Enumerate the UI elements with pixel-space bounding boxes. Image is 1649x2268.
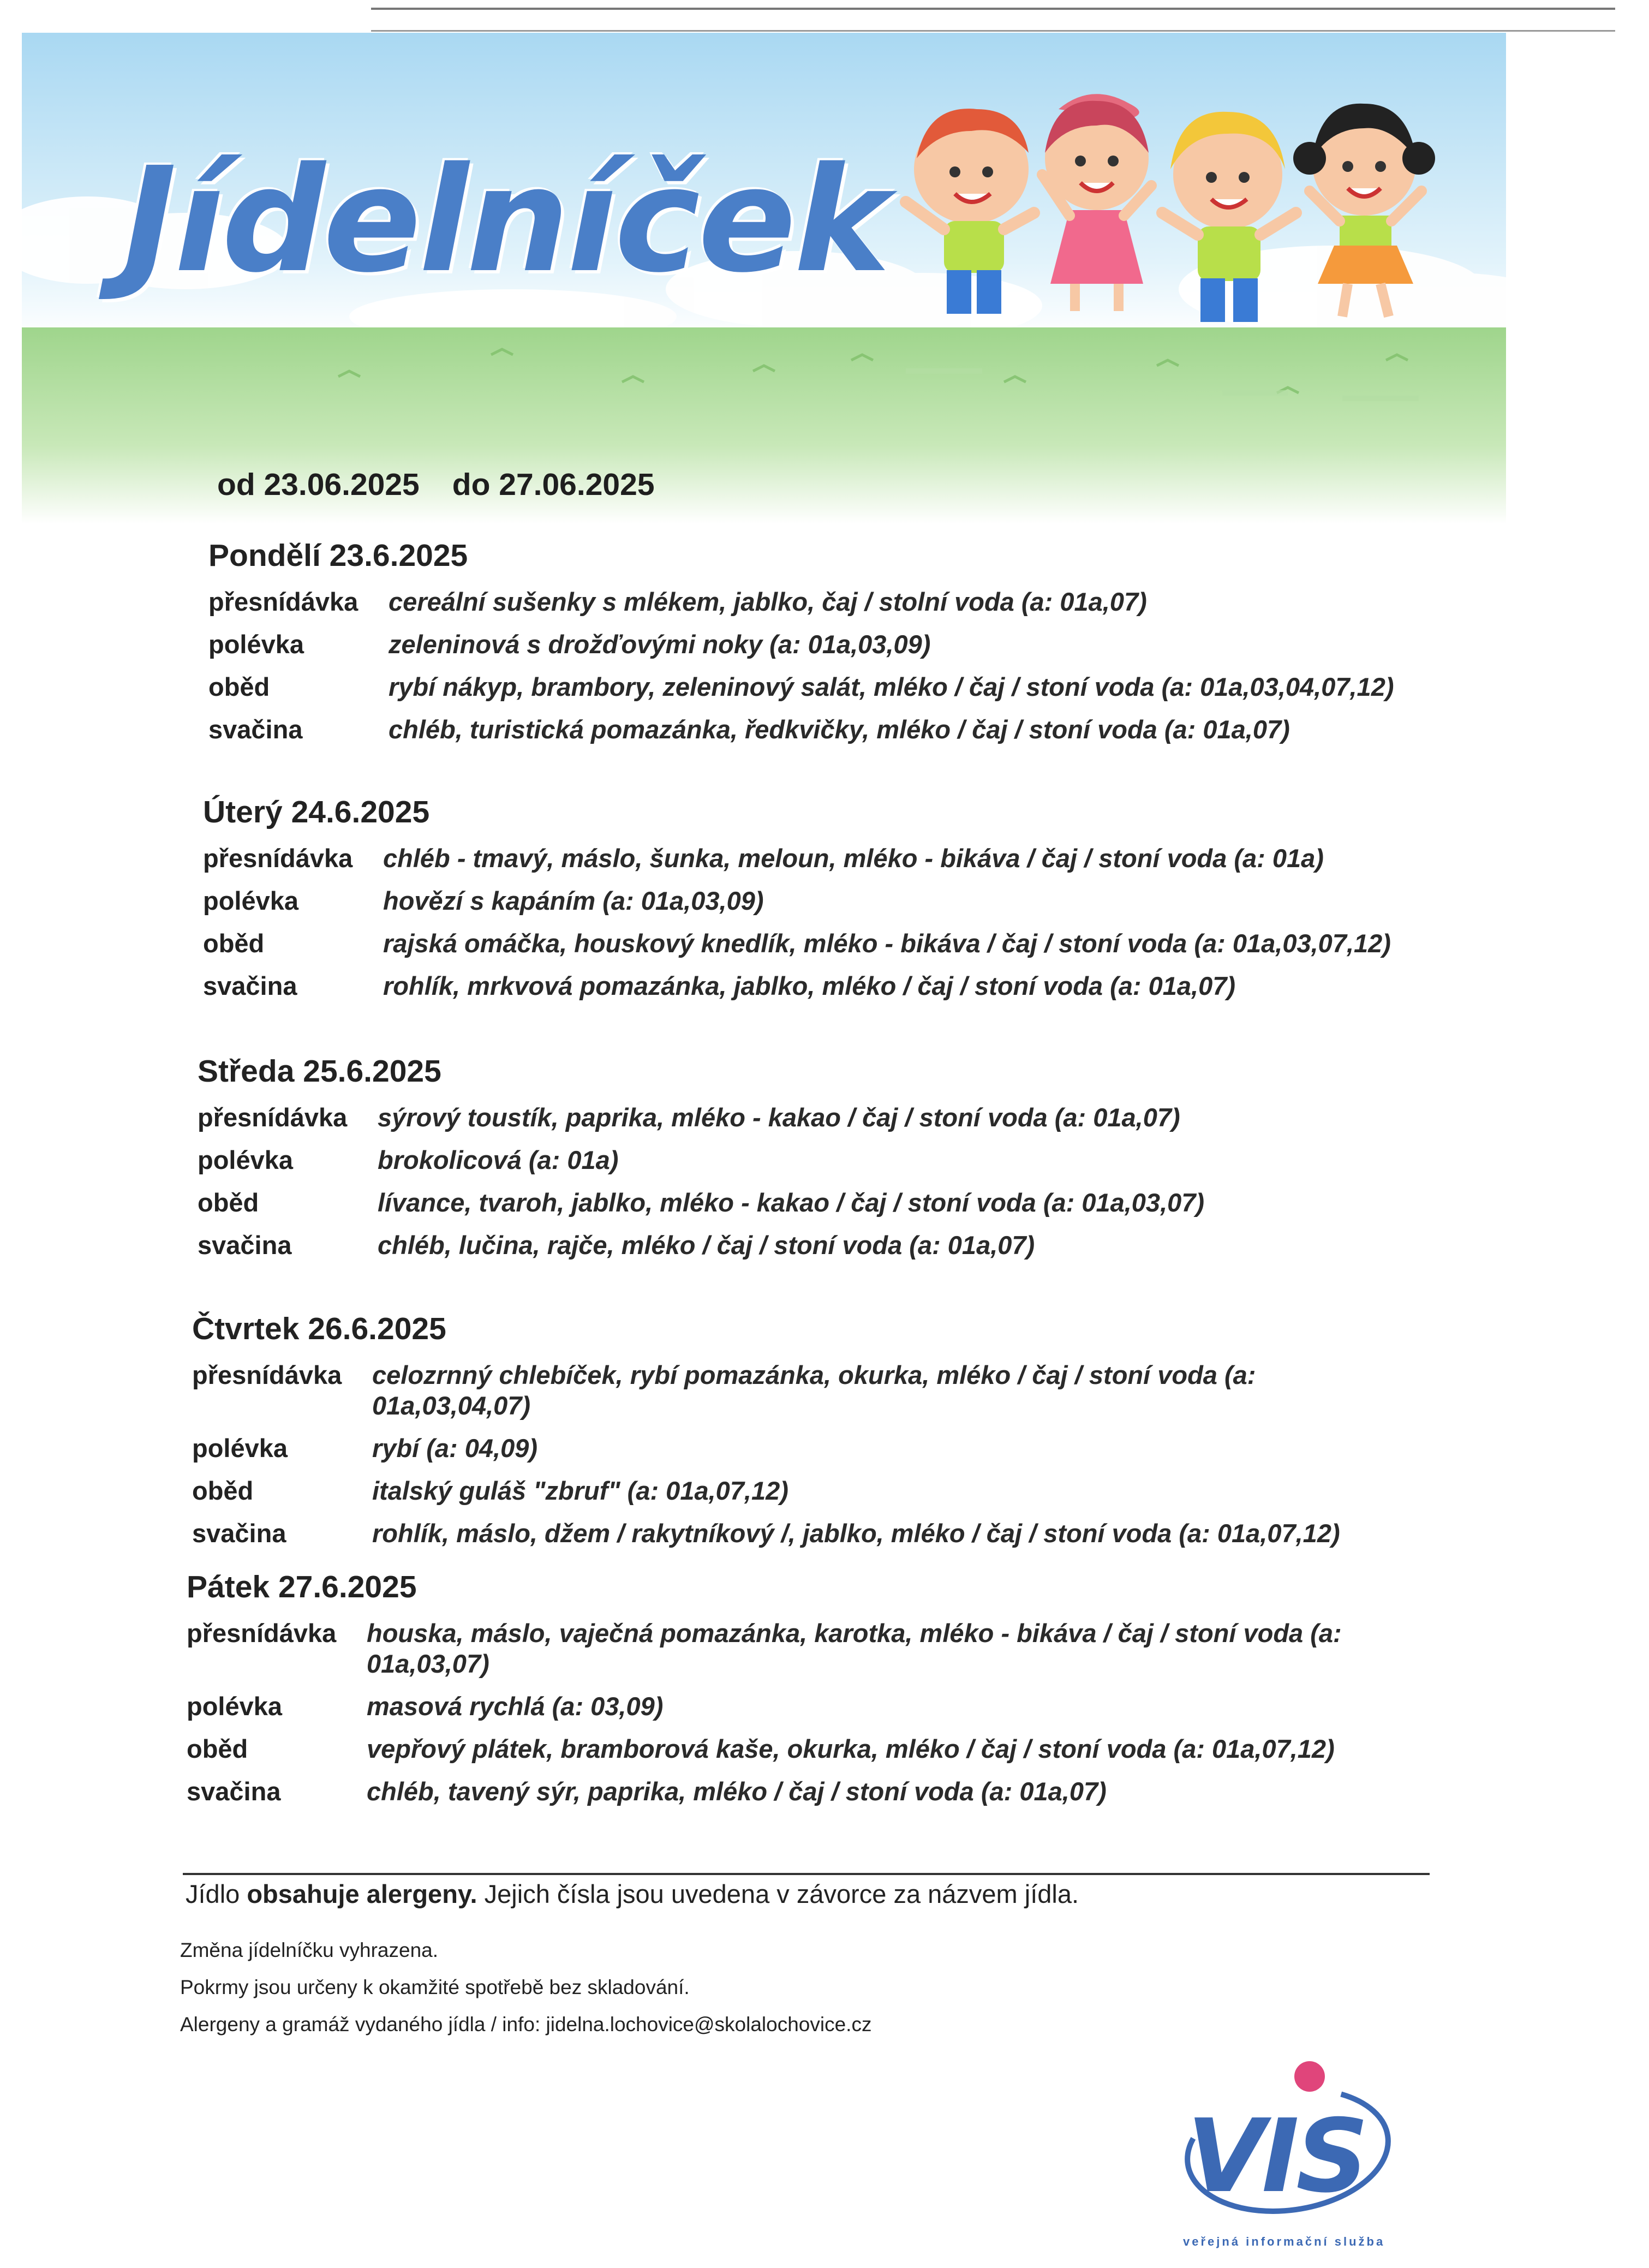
- meal-label: oběd: [198, 1188, 259, 1217]
- meal-label: přesnídávka: [208, 587, 359, 616]
- meal-text: masová rychlá (a: 03,09): [367, 1692, 664, 1721]
- day-title: Pondělí 23.6.2025: [208, 538, 468, 573]
- day-title: Čtvrtek 26.6.2025: [192, 1311, 446, 1346]
- meal-label: svačina: [208, 715, 303, 744]
- date-to: do 27.06.2025: [452, 467, 655, 502]
- allergen-suffix: Jejich čísla jsou uvedena v závorce za názvem jídla.: [484, 1879, 1079, 1908]
- meal-text: rohlík, mrkvová pomazánka, jablko, mléko / čaj / stoní voda (a: 01a,07): [383, 971, 1236, 1000]
- meal-text: chléb, turistická pomazánka, ředkvičky, mléko / čaj / stoní voda (a: 01a,07): [389, 715, 1290, 744]
- scan-edge-line: [371, 8, 1615, 10]
- meal-row-snack-afternoon: [203, 971, 1420, 1001]
- child-boy-red-hair: [906, 109, 1034, 314]
- children-illustration: [895, 87, 1462, 344]
- meal-label: svačina: [192, 1519, 286, 1548]
- day-section-thursday: [192, 1311, 1409, 1561]
- child-girl-pink-dress: [1042, 94, 1151, 311]
- day-title: Středa 25.6.2025: [198, 1054, 441, 1089]
- meal-row-snack-afternoon: [192, 1518, 1409, 1549]
- allergen-prefix: Jídlo: [186, 1879, 240, 1908]
- meal-label: přesnídávka: [192, 1360, 342, 1389]
- meal-text: lívance, tvaroh, jablko, mléko - kakao / čaj / stoní voda (a: 01a,03,07): [378, 1188, 1205, 1217]
- child-girl-orange-skirt: [1293, 104, 1435, 317]
- meal-label: oběd: [208, 672, 270, 701]
- meal-text: italský guláš "zbruf" (a: 01a,07,12): [372, 1476, 788, 1505]
- meal-label: svačina: [198, 1231, 292, 1260]
- meal-row-lunch: [192, 1476, 1409, 1506]
- vis-logo-subtitle: veřejná informační služba: [1183, 2235, 1385, 2248]
- meal-text: celozrnný chlebíček, rybí pomazánka, okurka, mléko / čaj / stoní voda (a: 01a,03,04,07): [372, 1360, 1256, 1420]
- meal-row-soup: [198, 1145, 1414, 1175]
- meal-label: polévka: [208, 630, 304, 659]
- meal-row-soup: [187, 1691, 1403, 1722]
- meal-text: chléb, lučina, rajče, mléko / čaj / stoní voda (a: 01a,07): [378, 1231, 1035, 1260]
- meal-text: zeleninová s drožďovými noky (a: 01a,03,09): [389, 630, 931, 659]
- footer-notes: [180, 1932, 871, 2043]
- scan-edge-line-2: [371, 30, 1615, 32]
- day-title: Pátek 27.6.2025: [187, 1569, 417, 1604]
- meal-label: oběd: [192, 1476, 254, 1505]
- meal-label: oběd: [187, 1734, 248, 1763]
- meal-label: přesnídávka: [198, 1103, 348, 1132]
- vis-logo-text: VIS: [1187, 2097, 1366, 2215]
- day-section-tuesday: [203, 794, 1420, 1013]
- meal-row-lunch: [187, 1734, 1403, 1764]
- meal-label: polévka: [192, 1434, 288, 1463]
- meal-row-snack-morning: [187, 1618, 1403, 1679]
- day-title: Úterý 24.6.2025: [203, 795, 430, 829]
- meal-text: sýrový toustík, paprika, mléko - kakao / čaj / stoní voda (a: 01a,07): [378, 1103, 1180, 1132]
- meal-row-soup: [208, 629, 1425, 660]
- meal-text: cereální sušenky s mlékem, jablko, čaj / stolní voda (a: 01a,07): [389, 587, 1147, 616]
- meal-text: vepřový plátek, bramborová kaše, okurka, mléko / čaj / stoní voda (a: 01a,07,12): [367, 1734, 1335, 1763]
- menu-period: [217, 467, 688, 503]
- vis-logo-dot: [1294, 2061, 1325, 2092]
- meal-row-soup: [203, 886, 1420, 916]
- meal-text: rybí (a: 04,09): [372, 1434, 538, 1463]
- meal-row-snack-afternoon: [208, 714, 1425, 745]
- meal-row-lunch: [208, 672, 1425, 702]
- footer-divider: [183, 1873, 1430, 1875]
- page-title: Jídelníček: [123, 136, 888, 305]
- meal-row-soup: [192, 1433, 1409, 1464]
- meal-row-lunch: [198, 1187, 1414, 1218]
- meal-text: brokolicová (a: 01a): [378, 1145, 619, 1174]
- meal-row-snack-morning: [208, 587, 1425, 617]
- meal-text: chléb, tavený sýr, paprika, mléko / čaj / stoní voda (a: 01a,07): [367, 1777, 1107, 1806]
- meal-label: přesnídávka: [203, 844, 353, 873]
- meal-text: rajská omáčka, houskový knedlík, mléko - bikáva / čaj / stoní voda (a: 01a,03,07,12): [383, 929, 1391, 958]
- meal-label: oběd: [203, 929, 265, 958]
- meal-label: polévka: [198, 1145, 294, 1174]
- day-section-wednesday: [198, 1053, 1414, 1273]
- meal-label: přesnídávka: [187, 1619, 337, 1648]
- meal-label: polévka: [203, 886, 299, 915]
- meal-text: hovězí s kapáním (a: 01a,03,09): [383, 886, 764, 915]
- meal-label: polévka: [187, 1692, 283, 1721]
- child-boy-blond-hair: [1162, 112, 1296, 322]
- meal-text: houska, máslo, vaječná pomazánka, karotka, mléko - bikáva / čaj / stoní voda (a: 01a,03,07): [367, 1619, 1342, 1678]
- allergen-note: [186, 1879, 1079, 1909]
- vis-logo: [1179, 2052, 1408, 2259]
- day-section-monday: [208, 538, 1425, 757]
- meal-row-snack-morning: [192, 1360, 1409, 1421]
- meal-text: rohlík, máslo, džem / rakytníkový /, jablko, mléko / čaj / stoní voda (a: 01a,07,12): [372, 1519, 1340, 1548]
- meal-text: rybí nákyp, brambory, zeleninový salát, mléko / čaj / stoní voda (a: 01a,03,04,07,12): [389, 672, 1394, 701]
- allergen-bold: obsahuje alergeny.: [247, 1879, 477, 1908]
- meal-text: chléb - tmavý, máslo, šunka, meloun, mléko - bikáva / čaj / stoní voda (a: 01a): [383, 844, 1324, 873]
- day-section-friday: [187, 1569, 1403, 1819]
- note-menu-change: Změna jídelníčku vyhrazena.: [180, 1939, 439, 1961]
- meal-row-snack-morning: [198, 1102, 1414, 1133]
- meal-row-snack-afternoon: [198, 1230, 1414, 1261]
- date-from: od 23.06.2025: [217, 467, 420, 502]
- note-info-contact: Alergeny a gramáž vydaného jídla / info: jidelna.lochovice@skolalochovice.cz: [180, 2013, 872, 2036]
- meal-label: svačina: [187, 1777, 281, 1806]
- meal-row-snack-afternoon: [187, 1776, 1403, 1807]
- note-consumption: Pokrmy jsou určeny k okamžité spotřebě bez skladování.: [180, 1976, 690, 1998]
- meal-label: svačina: [203, 971, 297, 1000]
- meal-row-lunch: [203, 928, 1420, 959]
- meal-row-snack-morning: [203, 843, 1420, 874]
